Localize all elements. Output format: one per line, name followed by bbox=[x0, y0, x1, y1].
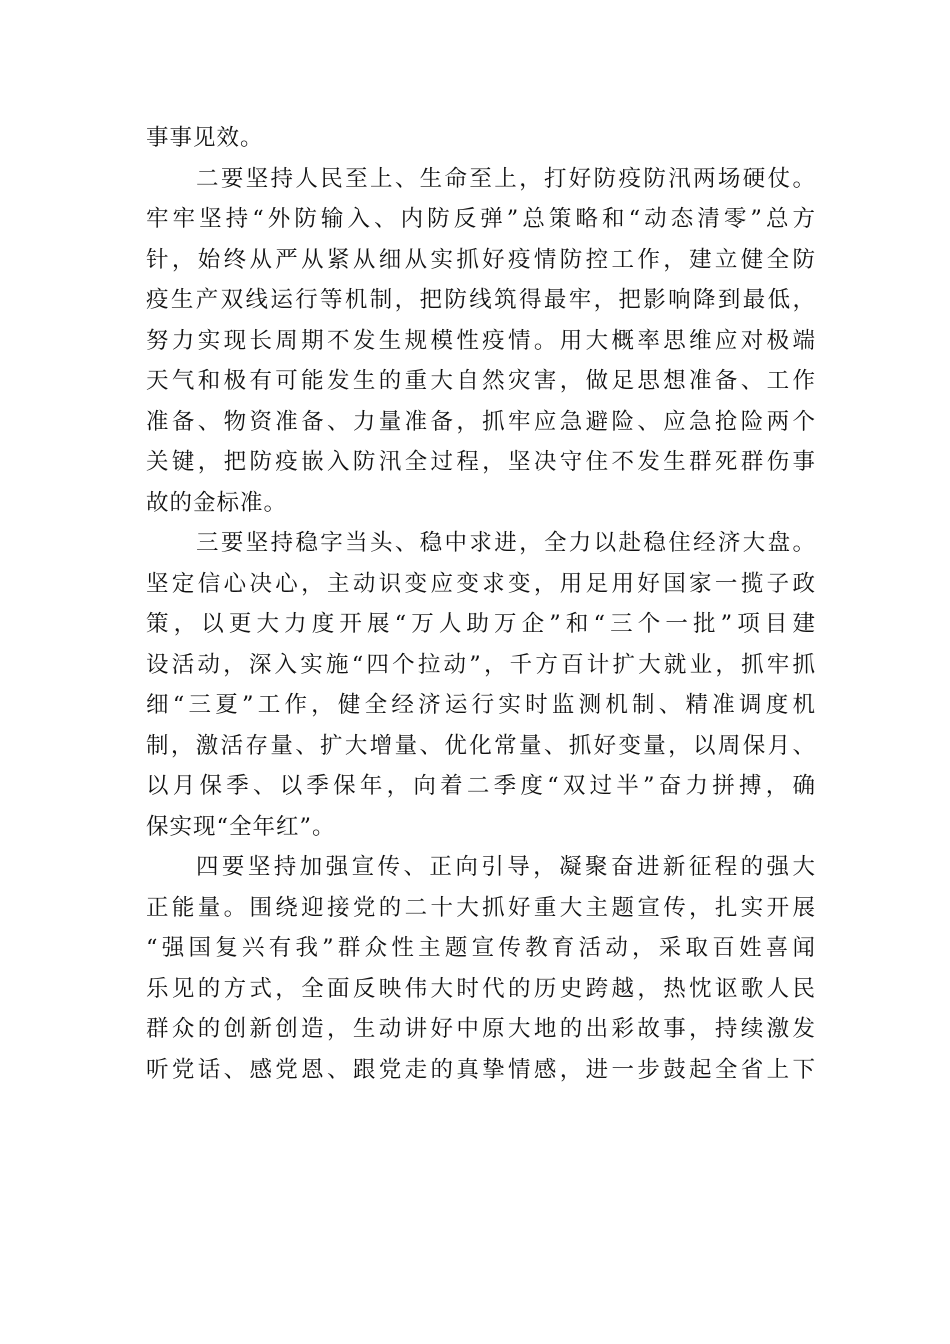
text-line: 坚定信心决心，主动识变应变求变，用足用好国家一揽子政 bbox=[146, 570, 816, 597]
text-line: 准备、物资准备、力量准备，抓牢应急避险、应急抢险两个 bbox=[146, 408, 816, 435]
paragraph-start-line: 三要坚持稳字当头、稳中求进，全力以赴稳住经济大盘。 bbox=[196, 530, 816, 556]
text-line: 故的金标准。 bbox=[146, 489, 288, 516]
text-line: 细“三夏”工作，健全经济运行实时监测机制、精准调度机 bbox=[146, 692, 816, 718]
text-line: 乐见的方式，全面反映伟大时代的历史跨越，热忱讴歌人民 bbox=[146, 975, 816, 1002]
text-line: 设活动，深入实施“四个拉动”，千方百计扩大就业，抓牢抓 bbox=[146, 651, 816, 678]
paragraph-start-line: 二要坚持人民至上、生命至上，打好防疫防汛两场硬仗。 bbox=[196, 165, 816, 192]
text-line: 策，以更大力度开展“万人助万企”和“三个一批”项目建 bbox=[146, 611, 816, 637]
text-line: 关键，把防疫嵌入防汛全过程，坚决守住不发生群死群伤事 bbox=[146, 449, 816, 475]
paragraph-start-line: 四要坚持加强宣传、正向引导，凝聚奋进新征程的强大 bbox=[196, 854, 816, 880]
text-line: 以月保季、以季保年，向着二季度“双过半”奋力拼搏，确 bbox=[146, 773, 816, 799]
text-line: “强国复兴有我”群众性主题宣传教育活动，采取百姓喜闻 bbox=[146, 935, 816, 961]
text-line: 保实现“全年红”。 bbox=[146, 813, 336, 840]
text-line: 正能量。围绕迎接党的二十大抓好重大主题宣传，扎实开展 bbox=[146, 894, 816, 921]
text-line: 听党话、感党恩、跟党走的真挚情感，进一步鼓起全省上下 bbox=[146, 1056, 816, 1083]
text-line: 事事见效。 bbox=[146, 125, 264, 151]
text-line: 制，激活存量、扩大增量、优化常量、抓好变量，以周保月、 bbox=[146, 732, 816, 759]
text-line: 努力实现长周期不发生规模性疫情。用大概率思维应对极端 bbox=[146, 327, 816, 354]
text-line: 天气和极有可能发生的重大自然灾害，做足思想准备、工作 bbox=[146, 368, 816, 394]
body-text bbox=[146, 118, 816, 1090]
text-line: 针，始终从严从紧从细从实抓好疫情防控工作，建立健全防 bbox=[146, 246, 816, 273]
text-line: 群众的创新创造，生动讲好中原大地的出彩故事，持续激发 bbox=[146, 1016, 816, 1042]
text-line: 牢牢坚持“外防输入、内防反弹”总策略和“动态清零”总方 bbox=[146, 206, 816, 232]
text-line: 疫生产双线运行等机制，把防线筑得最牢，把影响降到最低， bbox=[146, 287, 816, 313]
